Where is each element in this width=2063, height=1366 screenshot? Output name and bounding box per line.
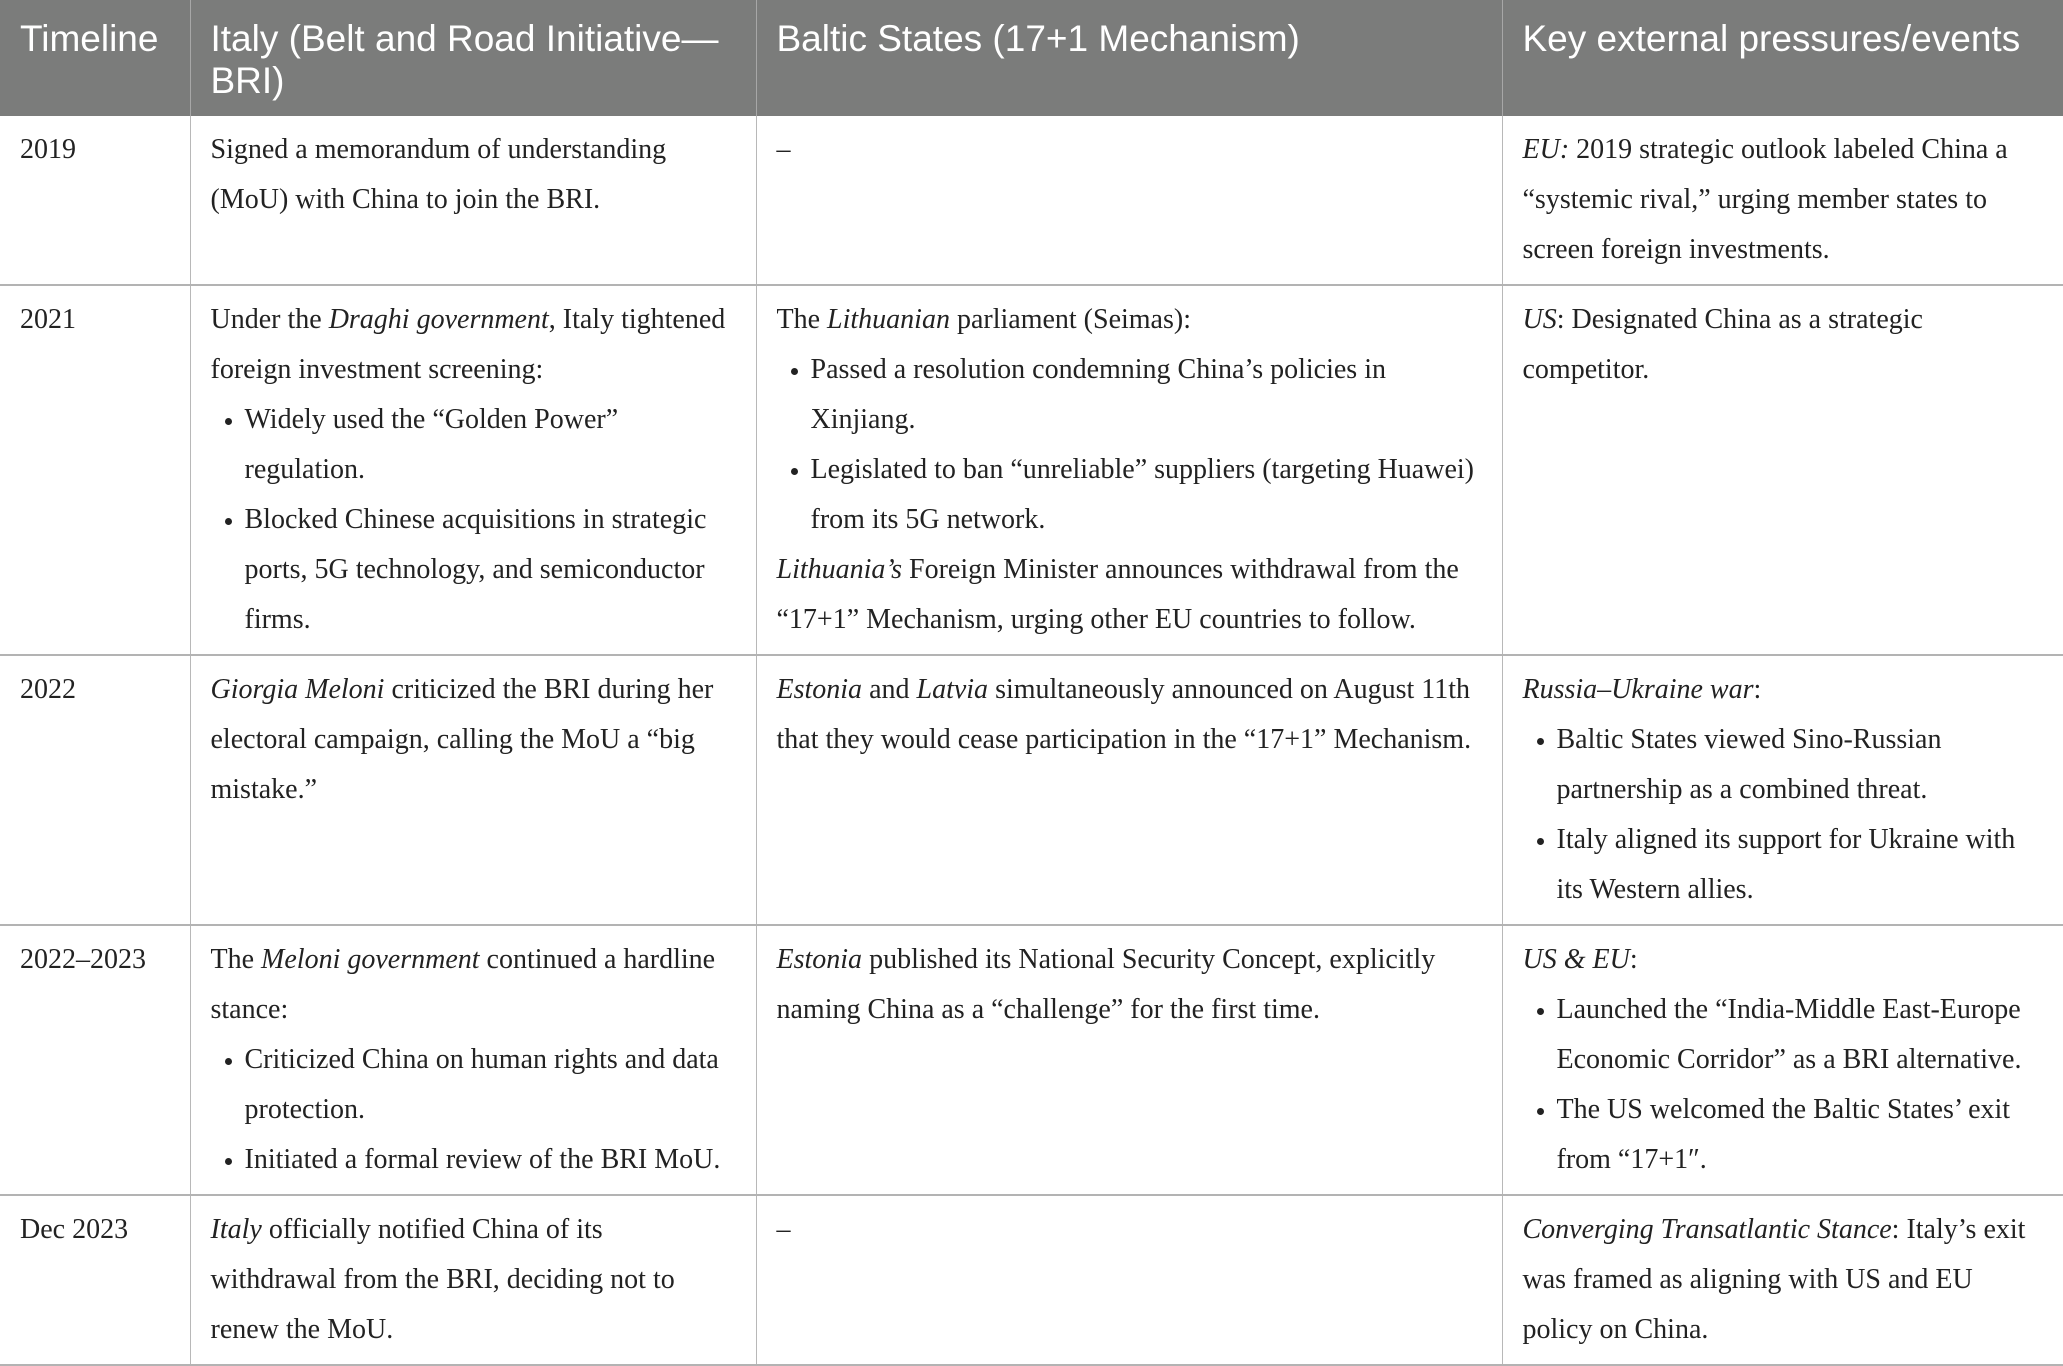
baltic-cell: Estonia and Latvia simultaneously announced on August 11th that they would cease participation in the “17+1” Mechanism. xyxy=(756,655,1502,925)
italy-cell: Signed a memorandum of understanding (MoU) with China to join the BRI. xyxy=(190,116,756,285)
italy-cell: Under the Draghi government, Italy tightened foreign investment screening: • Widely used the “Golden Power” regulation. • Blocked Chinese acquisitions in strategic ports, 5G technology, and semiconductor firms. xyxy=(190,285,756,655)
table-row xyxy=(0,285,2063,655)
baltic-cell: – xyxy=(756,116,1502,285)
baltic-bullet-list xyxy=(777,345,1482,545)
italy-cell: Italy officially notified China of its withdrawal from the BRI, deciding not to renew the MoU. xyxy=(190,1195,756,1365)
baltic-cell: The Lithuanian parliament (Seimas): • Passed a resolution condemning China’s policies in Xinjiang. • Legislated to ban “unreliable” suppliers (targeting Huawei) from its 5G network. Lithuania’s Foreign Minister announces withdrawal from the “17+1” Mechanism, urging other EU countries to follow. xyxy=(756,285,1502,655)
italy-bullet-list xyxy=(211,1035,736,1185)
header-baltic: Baltic States (17+1 Mechanism) xyxy=(756,0,1502,116)
baltic-cell: Estonia published its National Security Concept, explicitly naming China as a “challenge” for the first time. xyxy=(756,925,1502,1195)
table-row xyxy=(0,925,2063,1195)
italy-bullet-list xyxy=(211,395,736,645)
list-item: • Criticized China on human rights and data protection. xyxy=(245,1035,736,1135)
header-row xyxy=(0,0,2063,116)
list-item: • Legislated to ban “unreliable” suppliers (targeting Huawei) from its 5G network. xyxy=(811,445,1482,545)
list-item: • Widely used the “Golden Power” regulation. xyxy=(245,395,736,495)
timeline-cell: 2022–2023 xyxy=(0,925,190,1195)
italy-cell: Giorgia Meloni criticized the BRI during her electoral campaign, calling the MoU a “big mistake.” xyxy=(190,655,756,925)
external-cell: US & EU: • Launched the “India-Middle East-Europe Economic Corridor” as a BRI alternative. • The US welcomed the Baltic States’ exit from “17+1″. xyxy=(1502,925,2063,1195)
list-item: • The US welcomed the Baltic States’ exit from “17+1″. xyxy=(1557,1085,2044,1185)
italy-cell: The Meloni government continued a hardline stance: • Criticized China on human rights and data protection. • Initiated a formal review of the BRI MoU. xyxy=(190,925,756,1195)
header-timeline: Timeline xyxy=(0,0,190,116)
baltic-cell: – xyxy=(756,1195,1502,1365)
list-item: • Baltic States viewed Sino-Russian partnership as a combined threat. xyxy=(1557,715,2044,815)
external-bullet-list xyxy=(1523,985,2044,1185)
list-item: • Initiated a formal review of the BRI MoU. xyxy=(245,1135,736,1185)
header-external: Key external pressures/events xyxy=(1502,0,2063,116)
list-item: • Blocked Chinese acquisitions in strategic ports, 5G technology, and semiconductor firms. xyxy=(245,495,736,645)
timeline-cell: 2022 xyxy=(0,655,190,925)
list-item: • Italy aligned its support for Ukraine with its Western allies. xyxy=(1557,815,2044,915)
header-italy: Italy (Belt and Road Initiative—BRI) xyxy=(190,0,756,116)
timeline-cell: 2019 xyxy=(0,116,190,285)
external-bullet-list xyxy=(1523,715,2044,915)
table-row xyxy=(0,116,2063,285)
external-cell: US: Designated China as a strategic competitor. xyxy=(1502,285,2063,655)
timeline-cell: 2021 xyxy=(0,285,190,655)
external-cell: EU: 2019 strategic outlook labeled China a “systemic rival,” urging member states to screen foreign investments. xyxy=(1502,116,2063,285)
external-cell: Converging Transatlantic Stance: Italy’s exit was framed as aligning with US and EU policy on China. xyxy=(1502,1195,2063,1365)
list-item: • Launched the “India-Middle East-Europe Economic Corridor” as a BRI alternative. xyxy=(1557,985,2044,1085)
table-row xyxy=(0,655,2063,925)
list-item: • Passed a resolution condemning China’s policies in Xinjiang. xyxy=(811,345,1482,445)
external-cell: Russia–Ukraine war: • Baltic States viewed Sino-Russian partnership as a combined threat. • Italy aligned its support for Ukraine with its Western allies. xyxy=(1502,655,2063,925)
timeline-cell: Dec 2023 xyxy=(0,1195,190,1365)
